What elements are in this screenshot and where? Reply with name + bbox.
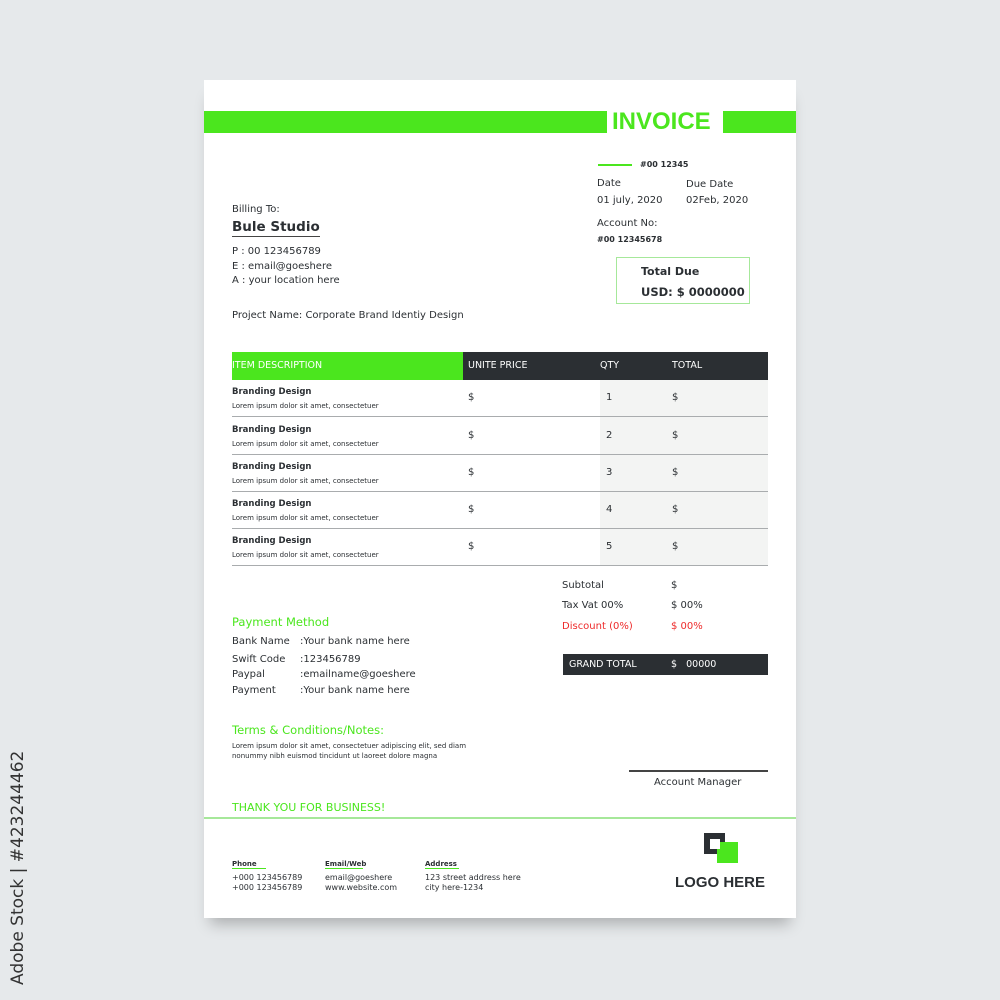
logo-text: LOGO HERE: [675, 874, 766, 891]
header-bar-right: [723, 111, 796, 133]
tax-label: Tax Vat 00%: [562, 600, 624, 611]
item-total: $: [672, 392, 679, 403]
number-accent-line: [598, 164, 632, 166]
payment-value: :emailname@goeshere: [300, 669, 416, 680]
item-qty: 2: [606, 430, 613, 441]
due-date-label: Due Date: [686, 179, 734, 190]
payment-label: Paypal: [232, 669, 265, 680]
item-title: Branding Design: [232, 499, 312, 509]
email-web-label: Email/Web: [325, 860, 367, 868]
payment-label: Bank Name: [232, 636, 290, 647]
side-watermark: Adobe Stock | #423244462: [8, 750, 28, 985]
grand-total-bar: [563, 654, 768, 675]
item-description: Lorem ipsum dolor sit amet, consectetuer: [232, 477, 379, 485]
due-date-value: 02Feb, 2020: [686, 195, 749, 206]
footer-address-2: city here-1234: [425, 883, 484, 892]
item-title: Branding Design: [232, 425, 312, 435]
footer-email: email@goeshere: [325, 873, 393, 882]
table-header: [232, 352, 768, 380]
payment-value: :Your bank name here: [300, 685, 410, 696]
header-bar-left: [204, 111, 607, 133]
phone-label: Phone: [232, 860, 266, 869]
payment-value: :123456789: [300, 654, 361, 665]
item-qty: 5: [606, 541, 613, 552]
item-qty: 3: [606, 467, 613, 478]
payment-label: Payment: [232, 685, 276, 696]
client-name: Bule Studio: [232, 219, 320, 235]
footer-website: www.website.com: [325, 883, 398, 892]
item-description: Lorem ipsum dolor sit amet, consectetuer: [232, 440, 379, 448]
col-unit-price: UNITE PRICE: [468, 360, 528, 371]
phone-1: +000 123456789: [232, 873, 303, 882]
table-row: [232, 529, 768, 566]
invoice-page: [204, 80, 796, 918]
signature-label: Account Manager: [654, 777, 742, 788]
payment-value: :Your bank name here: [300, 636, 410, 647]
item-total: $: [672, 504, 679, 515]
table-row: [232, 418, 768, 455]
terms-line-2: nonummy nibh euismod tincidunt ut laoreet dolore magna: [232, 752, 438, 760]
item-price: $: [468, 467, 475, 478]
footer-divider: [204, 817, 796, 819]
item-price: $: [468, 541, 475, 552]
total-due-value: USD: $ 0000000: [641, 285, 745, 299]
phone-2: +000 123456789: [232, 883, 303, 892]
signature-line: [629, 770, 768, 772]
payment-label: Swift Code: [232, 654, 286, 665]
client-phone: P : 00 123456789: [232, 246, 321, 257]
client-email: E : email@goeshere: [232, 261, 332, 272]
tax-value: $ 00%: [671, 600, 703, 611]
address-label: Address: [425, 860, 459, 869]
item-total: $: [672, 430, 679, 441]
item-price: $: [468, 504, 475, 515]
subtotal-label: Subtotal: [562, 580, 604, 591]
terms-title: Terms & Conditions/Notes:: [232, 723, 384, 737]
invoice-number: #00 12345: [640, 160, 689, 169]
item-description: Lorem ipsum dolor sit amet, consectetuer: [232, 402, 379, 410]
table-row: [232, 380, 768, 417]
item-description: Lorem ipsum dolor sit amet, consectetuer: [232, 514, 379, 522]
item-qty: 4: [606, 504, 613, 515]
grand-total-label: GRAND TOTAL: [569, 659, 637, 670]
item-price: $: [468, 392, 475, 403]
logo-icon: [704, 833, 738, 863]
item-total: $: [672, 541, 679, 552]
total-due-label: Total Due: [641, 265, 700, 278]
invoice-title: INVOICE: [612, 108, 711, 135]
footer-address-1: 123 street address here: [425, 873, 521, 882]
discount-value: $ 00%: [671, 621, 703, 632]
thank-you-text: THANK YOU FOR BUSINESS!: [232, 801, 386, 814]
item-total: $: [672, 467, 679, 478]
account-label: Account No:: [597, 218, 658, 229]
date-label: Date: [597, 178, 621, 189]
project-name: Project Name: Corporate Brand Identiy Design: [232, 310, 464, 321]
item-description: Lorem ipsum dolor sit amet, consectetuer: [232, 551, 379, 559]
col-item-description: ITEM DESCRIPTION: [232, 360, 323, 371]
col-qty: QTY: [600, 360, 620, 371]
item-title: Branding Design: [232, 536, 312, 546]
total-due-box: [616, 257, 750, 304]
col-total: TOTAL: [672, 360, 703, 371]
item-qty: 1: [606, 392, 613, 403]
table-row: [232, 492, 768, 529]
date-value: 01 july, 2020: [597, 195, 663, 206]
payment-title: Payment Method: [232, 615, 330, 629]
table-row: [232, 455, 768, 492]
account-value: #00 12345678: [597, 235, 663, 244]
discount-label: Discount (0%): [562, 621, 633, 632]
terms-line-1: Lorem ipsum dolor sit amet, consectetuer adipiscing elit, sed diam: [232, 742, 467, 750]
item-price: $: [468, 430, 475, 441]
grand-total-value: $ 00000: [671, 659, 717, 670]
subtotal-value: $: [671, 580, 678, 591]
billing-label: Billing To:: [232, 204, 280, 215]
client-address: A : your location here: [232, 275, 340, 286]
item-title: Branding Design: [232, 387, 312, 397]
item-title: Branding Design: [232, 462, 312, 472]
